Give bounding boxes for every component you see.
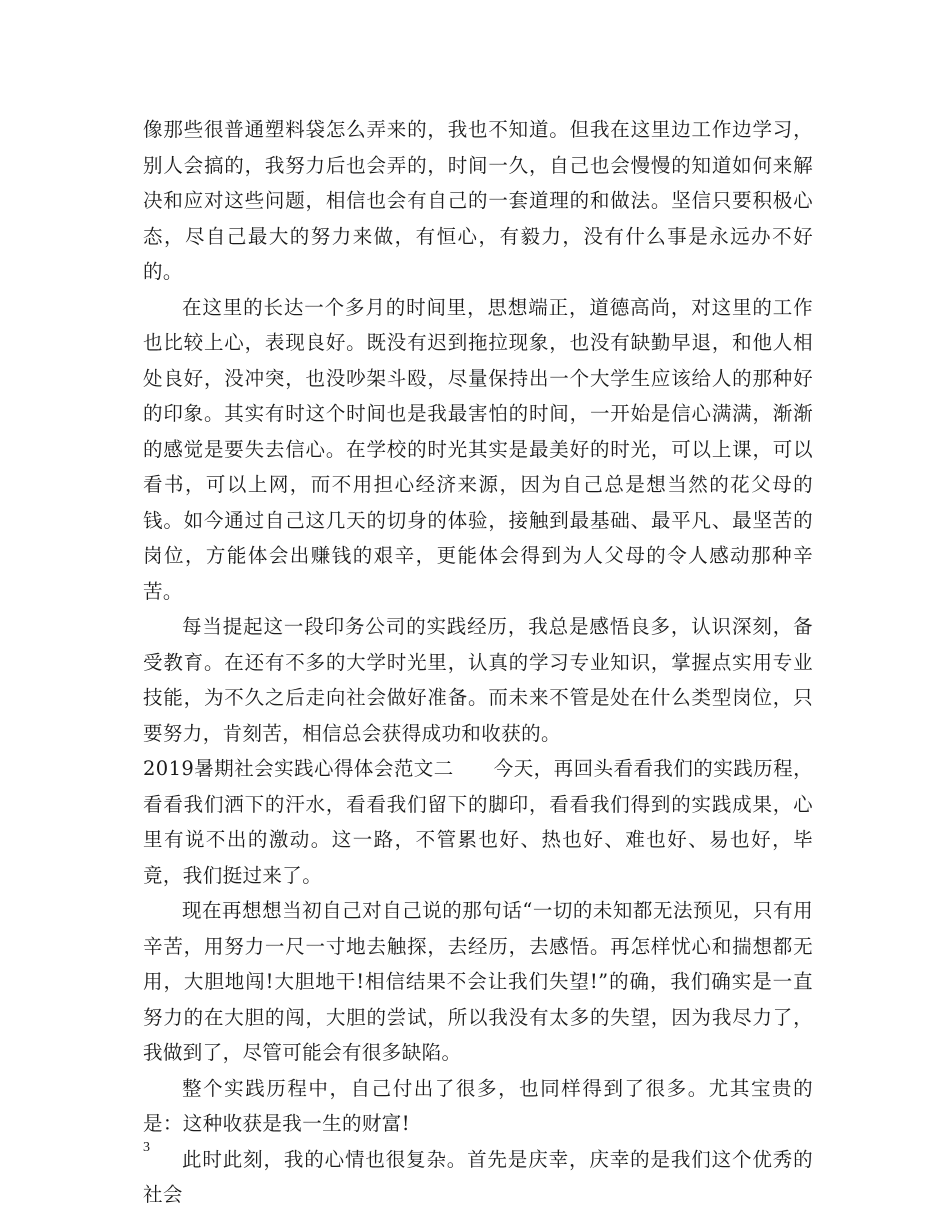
- section-first-text: 今天，再回头看看我们的实践历程，看看我们洒下的汗水，看看我们留下的脚印，看看我们得到的实践成果，心里有说不出的激动。这一路，不管累也好、热也好、难也好、易也好，毕竟，我们挺过来了。: [143, 757, 813, 887]
- paragraph-1: 像那些很普通塑料袋怎么弄来的，我也不知道。但我在这里边工作边学习，别人会搞的，我努力后也会弄的，时间一久，自己也会慢慢的知道如何来解决和应对这些问题，相信也会有自己的一套道理的和做法。坚信只要积极心态，尽自己最大的努力来做，有恒心，有毅力，没有什么事是永远办不好的。: [143, 118, 813, 283]
- section-heading: 2019暑期社会实践心得体会范文二: [143, 757, 454, 780]
- paragraph-6: 整个实践历程中，自己付出了很多，也同样得到了很多。尤其宝贵的是：这种收获是我一生的财富!: [143, 1076, 813, 1135]
- section-paragraph: [143, 751, 813, 893]
- document-body: [143, 112, 813, 1213]
- page-number: 3: [143, 1140, 150, 1155]
- paragraph-7: 此时此刻，我的心情也很复杂。首先是庆幸，庆幸的是我们这个优秀的社会: [143, 1147, 813, 1206]
- paragraph-3: 每当提起这一段印务公司的实践经历，我总是感悟良多，认识深刻，备受教育。在还有不多的大学时光里，认真的学习专业知识，掌握点实用专业技能，为不久之后走向社会做好准备。而未来不管是处在什么类型岗位，只要努力，肯刻苦，相信总会获得成功和收获的。: [143, 615, 813, 745]
- paragraph-2: 在这里的长达一个多月的时间里，思想端正，道德高尚，对这里的工作也比较上心，表现良好。既没有迟到拖拉现象，也没有缺勤早退，和他人相处良好，没冲突，也没吵架斗殴，尽量保持出一个大学生应该给人的那种好的印象。其实有时这个时间也是我最害怕的时间，一开始是信心满满，渐渐的感觉是要失去信心。在学校的时光其实是最美好的时光，可以上课，可以看书，可以上网，而不用担心经济来源，因为自己总是想当然的花父母的钱。如今通过自己这几天的切身的体验，接触到最基础、最平凡、最坚苦的岗位，方能体会出赚钱的艰辛，更能体会得到为人父母的令人感动那种辛苦。: [143, 295, 813, 603]
- paragraph-5: 现在再想想当初自己对自己说的那句话“一切的未知都无法预见，只有用辛苦，用努力一尺一寸地去触探，去经历，去感悟。再怎样忧心和揣想都无用，大胆地闯!大胆地干!相信结果不会让我们失望!”的确，我们确实是一直努力的在大胆的闯，大胆的尝试，所以我没有太多的失望，因为我尽力了，我做到了，尽管可能会有很多缺陷。: [143, 899, 813, 1064]
